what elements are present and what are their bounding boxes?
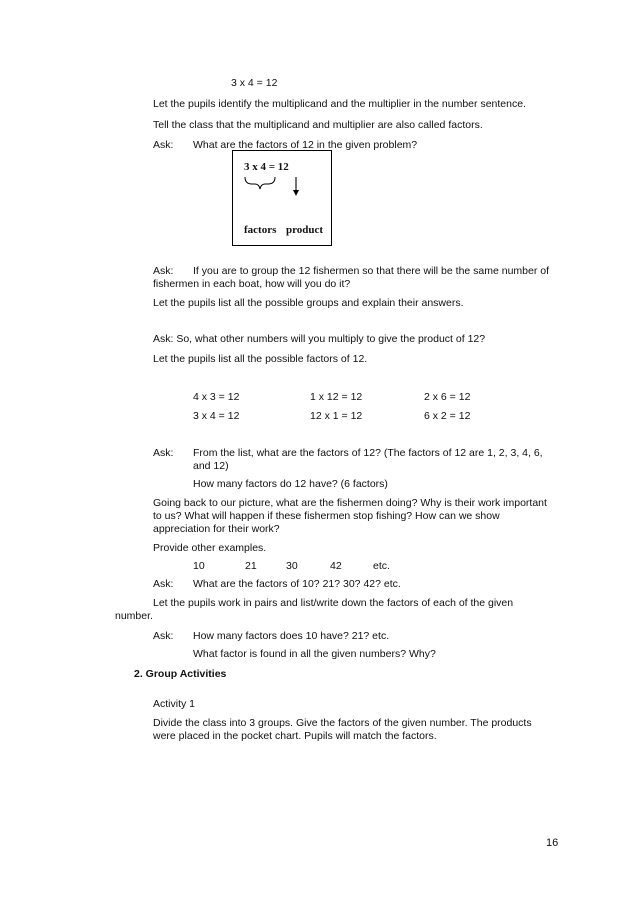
question-factors-list-line2: and 12) (193, 460, 229, 472)
label-factors: factors (244, 224, 277, 236)
question-how-many-factors: How many factors do 12 have? (6 factors) (193, 478, 388, 490)
diagram-equation: 3 x 4 = 12 (244, 161, 289, 173)
ask-label: Ask: (153, 265, 174, 277)
top-equation: 3 x 4 = 12 (231, 77, 278, 89)
example-etc: etc. (373, 560, 390, 572)
paragraph-factors-definition: Tell the class that the multiplicand and multiplier are also called factors. (153, 119, 483, 131)
factor-equation: 12 x 1 = 12 (310, 410, 363, 422)
paragraph-pairs-line1: Let the pupils work in pairs and list/write down the factors of each of the given (153, 597, 514, 609)
factors-product-diagram (232, 150, 332, 246)
paragraph-list-factors: Let the pupils list all the possible factors of 12. (153, 353, 368, 365)
paragraph-other-numbers: Ask: So, what other numbers will you multiply to give the product of 12? (153, 333, 486, 345)
activity-instructions-line1: Divide the class into 3 groups. Give the factors of the given number. The products (153, 717, 532, 729)
label-product: product (286, 224, 324, 236)
factor-equation: 4 x 3 = 12 (193, 391, 240, 403)
example-number: 21 (245, 560, 257, 572)
paragraph-fishermen-line3: appreciation for their work? (153, 523, 280, 535)
ask-label: Ask: (153, 578, 174, 590)
paragraph-identify: Let the pupils identify the multiplicand and the multiplier in the number sentence. (153, 98, 526, 110)
brace-and-arrow-graphic (243, 173, 323, 199)
question-factors-of-examples: What are the factors of 10? 21? 30? 42? etc. (193, 578, 401, 590)
ask-label: Ask: (153, 139, 174, 151)
activity-instructions-line2: were placed in the pocket chart. Pupils will match the factors. (153, 730, 437, 742)
ask-label: Ask: (153, 630, 174, 642)
paragraph-list-groups: Let the pupils list all the possible groups and explain their answers. (153, 297, 464, 309)
factors-brace-icon (245, 177, 275, 189)
page-number: 16 (546, 837, 559, 849)
example-number: 42 (330, 560, 342, 572)
question-factors-list-line1: From the list, what are the factors of 12? (The factors of 12 are 1, 2, 3, 4, 6, (193, 447, 543, 459)
activity-title: Activity 1 (153, 698, 196, 710)
ask-label: Ask: (153, 447, 174, 459)
paragraph-other-examples: Provide other examples. (153, 542, 267, 554)
factor-equation: 1 x 12 = 12 (310, 391, 363, 403)
paragraph-fishermen-line1: Going back to our picture, what are the fishermen doing? Why is their work important (153, 497, 547, 509)
paragraph-fishermen-line2: to us? What will happen if these fishermen stop fishing? How can we show (153, 510, 500, 522)
example-number: 30 (286, 560, 298, 572)
example-number: 10 (193, 560, 205, 572)
paragraph-pairs-line2: number. (115, 610, 153, 622)
question-common-factor: What factor is found in all the given numbers? Why? (193, 648, 436, 660)
question-factors-of-12: What are the factors of 12 in the given problem? (193, 139, 418, 151)
factor-equation: 2 x 6 = 12 (424, 391, 471, 403)
factor-equation: 6 x 2 = 12 (424, 410, 471, 422)
factor-equation: 3 x 4 = 12 (193, 410, 240, 422)
question-group-fishermen-line2: fishermen in each boat, how will you do it? (153, 278, 351, 290)
question-group-fishermen-line1: If you are to group the 12 fishermen so that there will be the same number of (193, 265, 550, 277)
question-how-many-factors-10: How many factors does 10 have? 21? etc. (193, 630, 390, 642)
section-heading-group-activities: 2. Group Activities (134, 668, 227, 680)
